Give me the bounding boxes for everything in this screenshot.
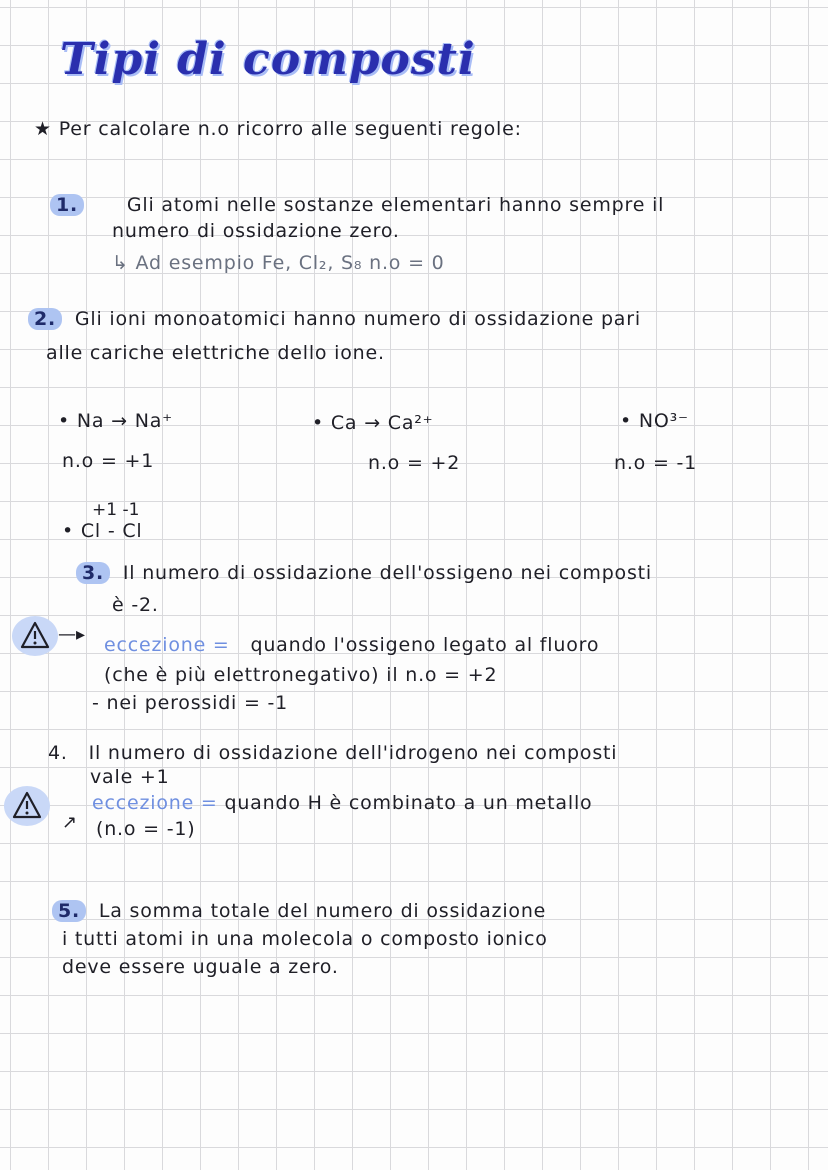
rule1-example: ↳ Ad esempio Fe, Cl₂, S₈ n.o = 0 (112, 252, 445, 274)
rule3-exception-line2: (che è più elettronegativo) il n.o = +2 (104, 664, 498, 686)
rule5-line3: deve essere uguale a zero. (62, 956, 339, 978)
rule4-line1: 4. Il numero di ossidazione dell'idrogeno nei composti (48, 742, 618, 764)
rule1-line1: 1. Gli atomi nelle sostanze elementari hanno sempre il (50, 194, 664, 216)
warning-icon (12, 790, 42, 820)
warning-icon (20, 620, 50, 650)
example-na-value: n.o = +1 (62, 450, 155, 472)
intro-text: Per calcolare n.o ricorro alle seguenti regole: (58, 118, 522, 140)
rule4-exception-value: (n.o = -1) (96, 818, 196, 840)
rule1-number: 1. (50, 194, 84, 216)
rule3-line2: è -2. (112, 594, 159, 616)
page-title: Tipi di composti (60, 34, 476, 85)
example-no-formula: • NO³⁻ (620, 410, 689, 432)
example-na-formula: • Na → Na⁺ (58, 410, 173, 432)
rule2-line1: 2. Gli ioni monoatomici hanno numero di ossidazione pari (28, 308, 641, 330)
arrow-icon: —▸ (58, 624, 86, 645)
rule3-line1: 3. Il numero di ossidazione dell'ossigeno nei composti (76, 562, 652, 584)
cl-formula: • Cl - Cl (62, 520, 143, 542)
rule4-exception: eccezione = quando H è combinato a un metallo (92, 792, 593, 814)
rule4-number: 4. (48, 742, 68, 764)
example-ca-value: n.o = +2 (368, 452, 461, 474)
intro-bullet: ★ (34, 118, 52, 140)
warning-badge-1 (12, 616, 58, 656)
warning-badge-2 (4, 786, 50, 826)
curved-arrow-icon: ↗ (62, 812, 78, 833)
example-no-value: n.o = -1 (614, 452, 698, 474)
intro-line (34, 118, 522, 140)
rule3-exception: eccezione = quando l'ossigeno legato al fluoro (104, 634, 600, 656)
rule5-line1: 5. La somma totale del numero di ossidazione (52, 900, 546, 922)
rule4-line2: vale +1 (90, 766, 170, 788)
example-ca-formula: • Ca → Ca²⁺ (312, 412, 434, 434)
rule2-number: 2. (28, 308, 62, 330)
rule5-number: 5. (52, 900, 86, 922)
rule3-peroxide: - nei perossidi = -1 (92, 692, 289, 714)
rule5-line2: i tutti atomi in una molecola o composto ionico (62, 928, 548, 950)
rule4-exception-label: eccezione = (92, 792, 218, 814)
rule3-exception-label: eccezione = (104, 634, 230, 656)
rule2-line2: alle cariche elettriche dello ione. (46, 342, 385, 364)
rule3-number: 3. (76, 562, 110, 584)
cl-charges: +1 -1 (92, 500, 140, 520)
rule1-line2: numero di ossidazione zero. (112, 220, 400, 242)
